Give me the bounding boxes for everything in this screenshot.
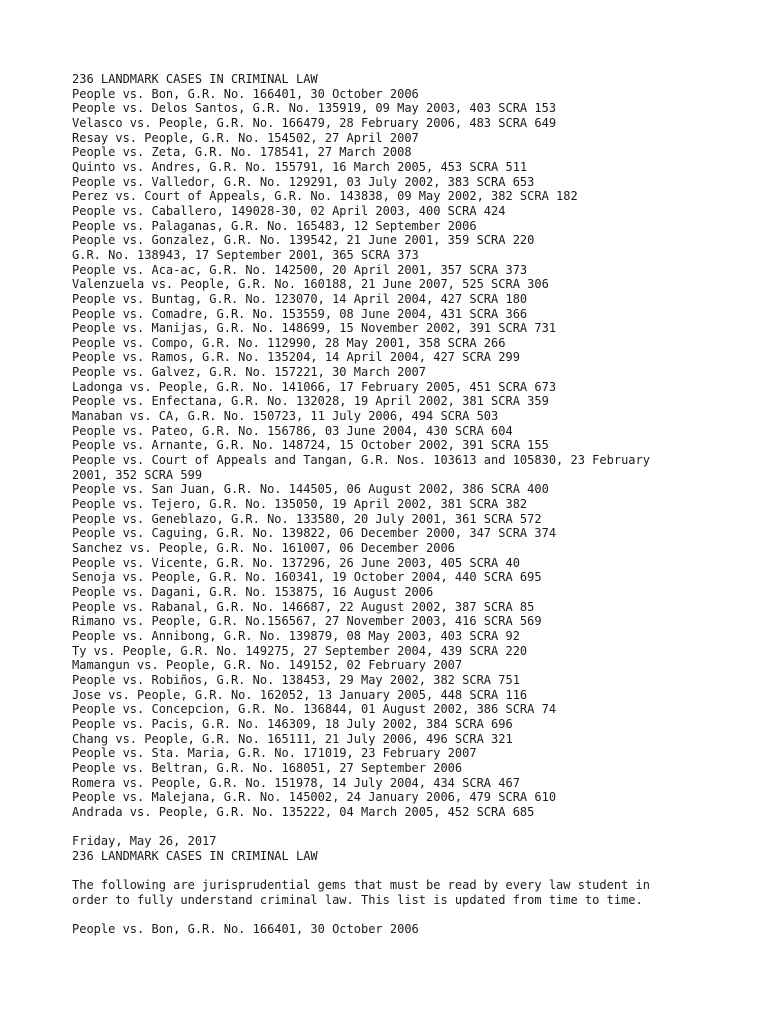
case-entry: Rimano vs. People, G.R. No.156567, 27 November 2003, 416 SCRA 569: [72, 614, 542, 629]
case-entry: People vs. Concepcion, G.R. No. 136844, 01 August 2002, 386 SCRA 74: [72, 702, 557, 717]
case-entry: People vs. Palaganas, G.R. No. 165483, 12 September 2006: [72, 218, 477, 233]
case-entry: Quinto vs. Andres, G.R. No. 155791, 16 March 2005, 453 SCRA 511: [72, 159, 528, 174]
case-entry: Resay vs. People, G.R. No. 154502, 27 April 2007: [72, 130, 419, 145]
intro-paragraph-line: The following are jurisprudential gems that must be read by every law student in: [72, 878, 650, 893]
case-entry: People vs. Robiños, G.R. No. 138453, 29 May 2002, 382 SCRA 751: [72, 672, 520, 687]
case-entry: People vs. Pacis, G.R. No. 146309, 18 July 2002, 384 SCRA 696: [72, 716, 513, 731]
case-entry: People vs. Malejana, G.R. No. 145002, 24 January 2006, 479 SCRA 610: [72, 790, 557, 805]
case-entry: People vs. Enfectana, G.R. No. 132028, 19 April 2002, 381 SCRA 359: [72, 394, 549, 409]
case-entry: Perez vs. Court of Appeals, G.R. No. 143838, 09 May 2002, 382 SCRA 182: [72, 189, 578, 204]
post-title: 236 LANDMARK CASES IN CRIMINAL LAW: [72, 848, 318, 863]
case-entry: People vs. Comadre, G.R. No. 153559, 08 June 2004, 431 SCRA 366: [72, 306, 528, 321]
case-entry: Velasco vs. People, G.R. No. 166479, 28 February 2006, 483 SCRA 649: [72, 115, 557, 130]
case-entry: People vs. Manijas, G.R. No. 148699, 15 November 2002, 391 SCRA 731: [72, 321, 557, 336]
case-entry: People vs. Ramos, G.R. No. 135204, 14 April 2004, 427 SCRA 299: [72, 350, 520, 365]
case-entry: People vs. Sta. Maria, G.R. No. 171019, 23 February 2007: [72, 746, 477, 761]
blank-line: [72, 863, 712, 878]
case-entry: Valenzuela vs. People, G.R. No. 160188, 21 June 2007, 525 SCRA 306: [72, 277, 549, 292]
case-entry: People vs. Zeta, G.R. No. 178541, 27 March 2008: [72, 145, 412, 160]
case-entry: Andrada vs. People, G.R. No. 135222, 04 March 2005, 452 SCRA 685: [72, 804, 535, 819]
case-entry: People vs. Dagani, G.R. No. 153875, 16 August 2006: [72, 584, 434, 599]
case-list: [72, 87, 712, 820]
case-entry: People vs. Court of Appeals and Tangan, G.R. Nos. 103613 and 105830, 23 February: [72, 453, 650, 468]
document-page: [72, 72, 712, 937]
case-entry: Ty vs. People, G.R. No. 149275, 27 September 2004, 439 SCRA 220: [72, 643, 528, 658]
case-entry: People vs. Gonzalez, G.R. No. 139542, 21 June 2001, 359 SCRA 220: [72, 233, 535, 248]
case-entry: Sanchez vs. People, G.R. No. 161007, 06 December 2006: [72, 541, 455, 555]
case-entry: Mamangun vs. People, G.R. No. 149152, 02 February 2007: [72, 658, 463, 673]
case-entry: People vs. Galvez, G.R. No. 157221, 30 March 2007: [72, 365, 427, 380]
first-case-heading: People vs. Bon, G.R. No. 166401, 30 October 2006: [72, 922, 419, 937]
case-entry: People vs. Geneblazo, G.R. No. 133580, 20 July 2001, 361 SCRA 572: [72, 511, 542, 526]
case-entry: G.R. No. 138943, 17 September 2001, 365 SCRA 373: [72, 247, 419, 262]
case-entry: People vs. Tejero, G.R. No. 135050, 19 April 2002, 381 SCRA 382: [72, 497, 528, 512]
case-entry: People vs. Vicente, G.R. No. 137296, 26 June 2003, 405 SCRA 40: [72, 555, 520, 570]
case-entry: Manaban vs. CA, G.R. No. 150723, 11 July 2006, 494 SCRA 503: [72, 409, 499, 424]
case-entry: People vs. Rabanal, G.R. No. 146687, 22 August 2002, 387 SCRA 85: [72, 599, 535, 614]
case-entry: Romera vs. People, G.R. No. 151978, 14 July 2004, 434 SCRA 467: [72, 775, 520, 790]
document-title: 236 LANDMARK CASES IN CRIMINAL LAW: [72, 72, 318, 86]
case-entry: People vs. Annibong, G.R. No. 139879, 08 May 2003, 403 SCRA 92: [72, 628, 520, 643]
case-entry: People vs. Valledor, G.R. No. 129291, 03 July 2002, 383 SCRA 653: [72, 174, 535, 189]
case-entry: People vs. Compo, G.R. No. 112990, 28 May 2001, 358 SCRA 266: [72, 335, 506, 350]
case-entry: People vs. San Juan, G.R. No. 144505, 06 August 2002, 386 SCRA 400: [72, 482, 549, 497]
case-entry: People vs. Aca-ac, G.R. No. 142500, 20 April 2001, 357 SCRA 373: [72, 262, 528, 277]
case-entry: People vs. Caguing, G.R. No. 139822, 06 December 2000, 347 SCRA 374: [72, 526, 557, 541]
case-entry: 2001, 352 SCRA 599: [72, 467, 203, 482]
case-entry: People vs. Arnante, G.R. No. 148724, 15 October 2002, 391 SCRA 155: [72, 438, 549, 453]
case-entry: Ladonga vs. People, G.R. No. 141066, 17 February 2005, 451 SCRA 673: [72, 379, 557, 394]
case-entry: People vs. Delos Santos, G.R. No. 135919, 09 May 2003, 403 SCRA 153: [72, 101, 557, 116]
case-entry: Chang vs. People, G.R. No. 165111, 21 July 2006, 496 SCRA 321: [72, 731, 513, 746]
case-entry: Jose vs. People, G.R. No. 162052, 13 January 2005, 448 SCRA 116: [72, 687, 528, 702]
blank-line: [72, 819, 712, 834]
case-entry: People vs. Bon, G.R. No. 166401, 30 October 2006: [72, 86, 419, 101]
case-entry: People vs. Pateo, G.R. No. 156786, 03 June 2004, 430 SCRA 604: [72, 423, 513, 438]
blank-line: [72, 907, 712, 922]
case-entry: People vs. Buntag, G.R. No. 123070, 14 April 2004, 427 SCRA 180: [72, 291, 528, 306]
case-entry: People vs. Beltran, G.R. No. 168051, 27 September 2006: [72, 760, 463, 775]
post-date: Friday, May 26, 2017: [72, 834, 217, 849]
case-entry: People vs. Caballero, 149028-30, 02 April 2003, 400 SCRA 424: [72, 203, 506, 218]
case-entry: Senoja vs. People, G.R. No. 160341, 19 October 2004, 440 SCRA 695: [72, 570, 542, 585]
intro-paragraph-line: order to fully understand criminal law. This list is updated from time to time.: [72, 892, 643, 907]
